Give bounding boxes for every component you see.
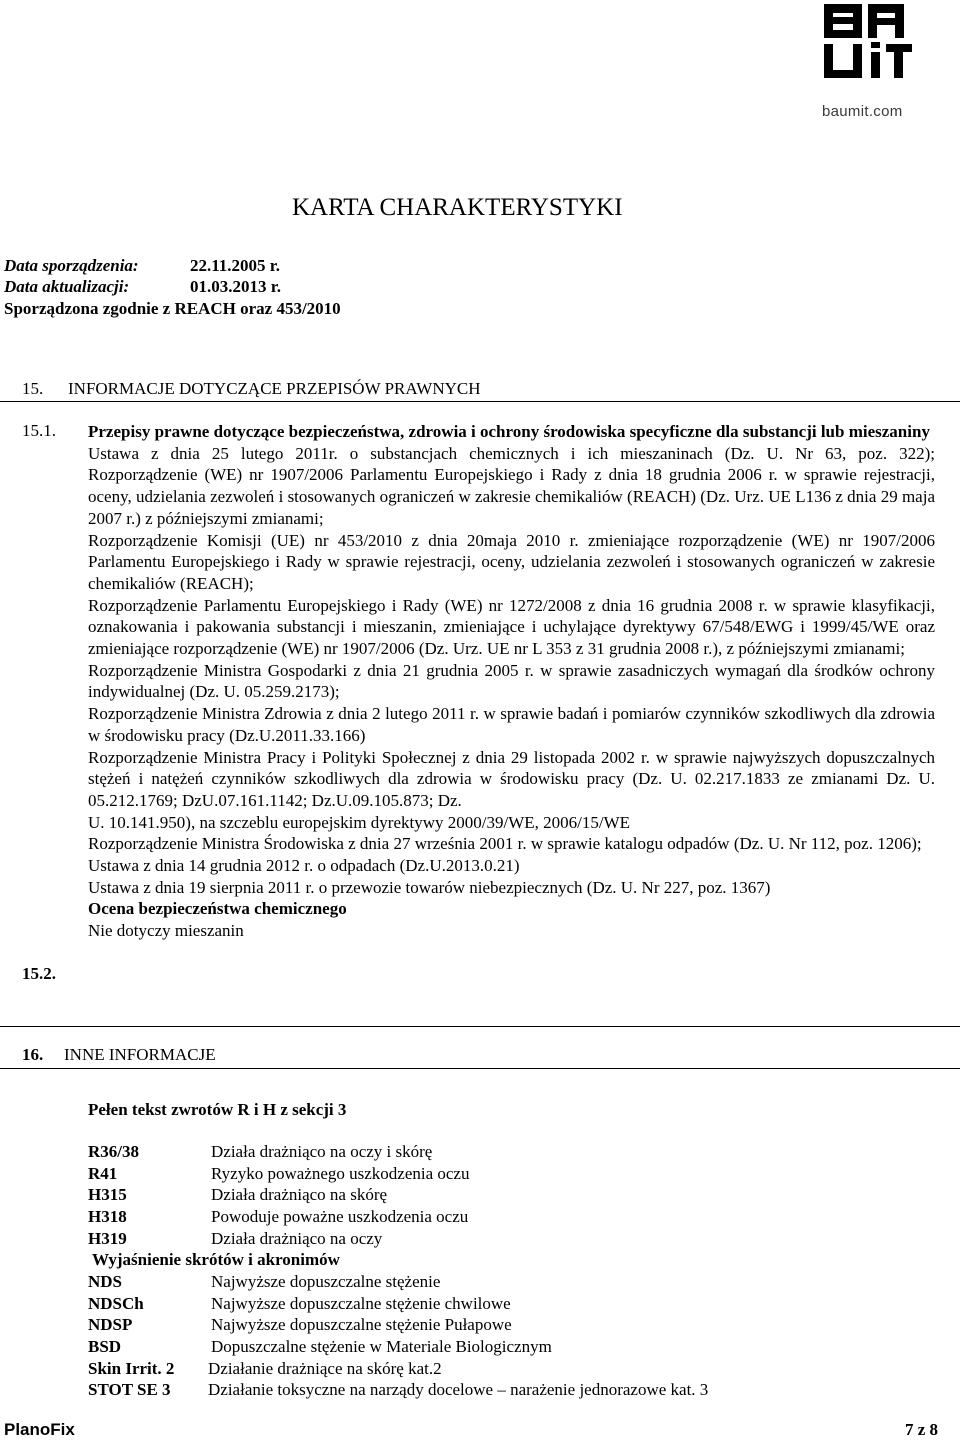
law-paragraph-3: Rozporządzenie Komisji (UE) nr 453/2010 z dnia 20maja 2010 r. zmieniające rozporządzenie (WE) nr 1907/2006 Parlamentu Europejskiego i Rady w sprawie rejestracji, oceny, udzielania zezwoleń i stosowanych ograniczeń w zakresie chemikaliów (REACH); xyxy=(88,530,935,593)
phrase-text: Ryzyko poważnego uszkodzenia oczu xyxy=(211,1163,470,1183)
section-15-body xyxy=(88,421,935,942)
acronyms-list xyxy=(88,1272,708,1402)
phrase-row xyxy=(88,1164,469,1186)
section-16-rule xyxy=(0,1068,960,1069)
law-paragraph-11: Ustawa z dnia 19 sierpnia 2011 r. o przewozie towarów niebezpiecznych (Dz. U. Nr 227, poz. 1367) xyxy=(88,877,771,897)
law-paragraph-5: Rozporządzenie Ministra Gospodarki z dnia 21 grudnia 2005 r. w sprawie zasadniczych wymagań dla środków ochrony indywidualnej (Dz. U. 05.259.2173); xyxy=(88,660,935,702)
updated-date-row xyxy=(4,277,281,297)
law-paragraph-6: Rozporządzenie Ministra Zdrowia z dnia 2 lutego 2011 r. w sprawie badań i pomiarów czynników szkodliwych dla zdrowia w środowisku pracy (Dz.U.2011.33.166) xyxy=(88,704,935,745)
law-paragraph-10: Ustawa z dnia 14 grudnia 2012 r. o odpadach (Dz.U.2013.0.21) xyxy=(88,856,520,876)
phrases-title: Pełen tekst zwrotów R i H z sekcji 3 xyxy=(88,1100,347,1119)
phrase-row xyxy=(88,1185,469,1207)
section-16-number: 16. xyxy=(22,1045,44,1064)
law-paragraph-2: Rozporządzenie (WE) nr 1907/2006 Parlamentu Europejskiego i Rady z dnia 18 grudnia 2006 r. w sprawie rejestracji, oceny, udzielania zezwoleń i stosowanych ograniczeń w zakresie chemikaliów (REACH) (Dz. Urz. UE L136 z dnia 29 maja 2007 r.) z późniejszymi zmianami; xyxy=(88,465,935,528)
footer-page-number: 7 z 8 xyxy=(904,1420,938,1439)
subsection-15-2-text: Nie dotyczy mieszanin xyxy=(88,921,244,941)
phrase-text: Działa drażniąco na oczy i skórę xyxy=(211,1142,433,1161)
acronym-row xyxy=(88,1359,708,1381)
law-paragraph-7: Rozporządzenie Ministra Pracy i Polityki Społecznej z dnia 29 listopada 2002 r. w sprawie najwyższych dopuszczalnych stężeń i natężeń czynników szkodliwych dla zdrowia w środowisku pracy (Dz. U. 02.217.1833 ze zmianami Dz. U. 05.212.1769; DzU.07.161.1142; Dz.U.09.105.873; Dz. xyxy=(88,747,935,810)
acronyms-title: Wyjaśnienie skrótów i akronimów xyxy=(92,1250,340,1269)
acronym-code: NDS xyxy=(88,1272,123,1291)
acronym-text: Dopuszczalne stężenie w Materiale Biologicznym xyxy=(211,1337,552,1357)
phrase-text: Działa drażniąco na oczy xyxy=(211,1228,383,1248)
subsection-15-2-number: 15.2. xyxy=(22,964,56,983)
acronym-code: BSD xyxy=(88,1337,122,1357)
section-16-title: INNE INFORMACJE xyxy=(64,1045,216,1064)
acronym-text: Działanie toksyczne na narządy docelowe – narażenie jednorazowe kat. 3 xyxy=(208,1380,709,1400)
phrase-code: R41 xyxy=(88,1163,118,1183)
phrases-list xyxy=(88,1142,469,1250)
phrase-code: H319 xyxy=(88,1228,127,1248)
prepared-date-value: 22.11.2005 r. xyxy=(190,256,281,275)
acronym-code: NDSCh xyxy=(88,1293,144,1313)
acronym-text: Działanie drażniące na skórę kat.2 xyxy=(208,1358,442,1378)
prepared-date-label: Data sporządzenia: xyxy=(4,256,139,275)
phrase-code: H318 xyxy=(88,1207,127,1227)
law-paragraph-1: Ustawa z dnia 25 lutego 2011r. o substancjach chemicznych i ich mieszaninach (Dz. U. Nr 63, poz. 322); xyxy=(88,443,935,463)
acronym-row xyxy=(88,1337,708,1359)
phrase-code: H315 xyxy=(88,1185,127,1205)
phrase-text: Działa drażniąco na skórę xyxy=(211,1185,388,1205)
prepared-date-row xyxy=(4,256,280,276)
law-paragraph-8: U. 10.141.950), na szczeblu europejskim dyrektywy 2000/39/WE, 2006/15/WE xyxy=(88,812,630,832)
section-16-top-rule xyxy=(0,1026,960,1027)
phrase-text: Powoduje poważne uszkodzenia oczu xyxy=(211,1207,469,1227)
acronym-code: Skin Irrit. 2 xyxy=(88,1358,175,1378)
acronym-text: Najwyższe dopuszczalne stężenie Pułapowe xyxy=(211,1315,512,1335)
reach-note: Sporządzona zgodnie z REACH oraz 453/2010 xyxy=(4,299,341,318)
logo-url: baumit.com xyxy=(822,103,903,120)
acronym-row xyxy=(88,1294,708,1316)
section-15-rule xyxy=(0,401,960,402)
section-15-heading xyxy=(22,379,481,399)
acronym-text: Najwyższe dopuszczalne stężenie chwilowe xyxy=(211,1293,511,1313)
section-16-heading xyxy=(22,1045,216,1065)
footer-product: PlanoFix xyxy=(4,1420,75,1439)
acronym-code: STOT SE 3 xyxy=(88,1380,171,1400)
phrase-row xyxy=(88,1207,469,1229)
acronym-code: NDSP xyxy=(88,1315,133,1335)
updated-date-label: Data aktualizacji: xyxy=(4,277,130,296)
subsection-15-1-number: 15.1. xyxy=(22,421,56,440)
phrase-code: R36/38 xyxy=(88,1142,139,1161)
phrase-row xyxy=(88,1142,469,1164)
section-15-title: INFORMACJE DOTYCZĄCE PRZEPISÓW PRAWNYCH xyxy=(68,379,481,398)
acronym-text: Najwyższe dopuszczalne stężenie xyxy=(211,1272,441,1291)
subsection-15-2-title: Ocena bezpieczeństwa chemicznego xyxy=(88,899,347,919)
subsection-15-1-title: Przepisy prawne dotyczące bezpieczeństwa, zdrowia i ochrony środowiska specyficzne dla substancji lub mieszaniny xyxy=(88,422,930,441)
acronym-row xyxy=(88,1315,708,1337)
acronym-row xyxy=(88,1272,708,1294)
updated-date-value: 01.03.2013 r. xyxy=(190,277,281,296)
acronym-row xyxy=(88,1380,708,1402)
section-15-number: 15. xyxy=(22,379,44,398)
law-paragraph-4: Rozporządzenie Parlamentu Europejskiego i Rady (WE) nr 1272/2008 z dnia 16 grudnia 2008 r. w sprawie klasyfikacji, oznakowania i pakowania substancji i mieszanin, zmieniające i uchylające dyrektywy 67/548/EWG i 1999/45/WE oraz zmieniające rozporządzenie (WE) nr 1907/2006 (Dz. Urz. UE nr L 353 z 31 grudnia 2008 r.), z późniejszymi zmianami; xyxy=(88,595,935,659)
document-title: KARTA CHARAKTERYSTYKI xyxy=(292,194,623,221)
phrase-row xyxy=(88,1229,469,1251)
law-paragraph-9: Rozporządzenie Ministra Środowiska z dnia 27 września 2001 r. w sprawie katalogu odpadów (Dz. U. Nr 112, poz. 1206); xyxy=(88,834,922,854)
